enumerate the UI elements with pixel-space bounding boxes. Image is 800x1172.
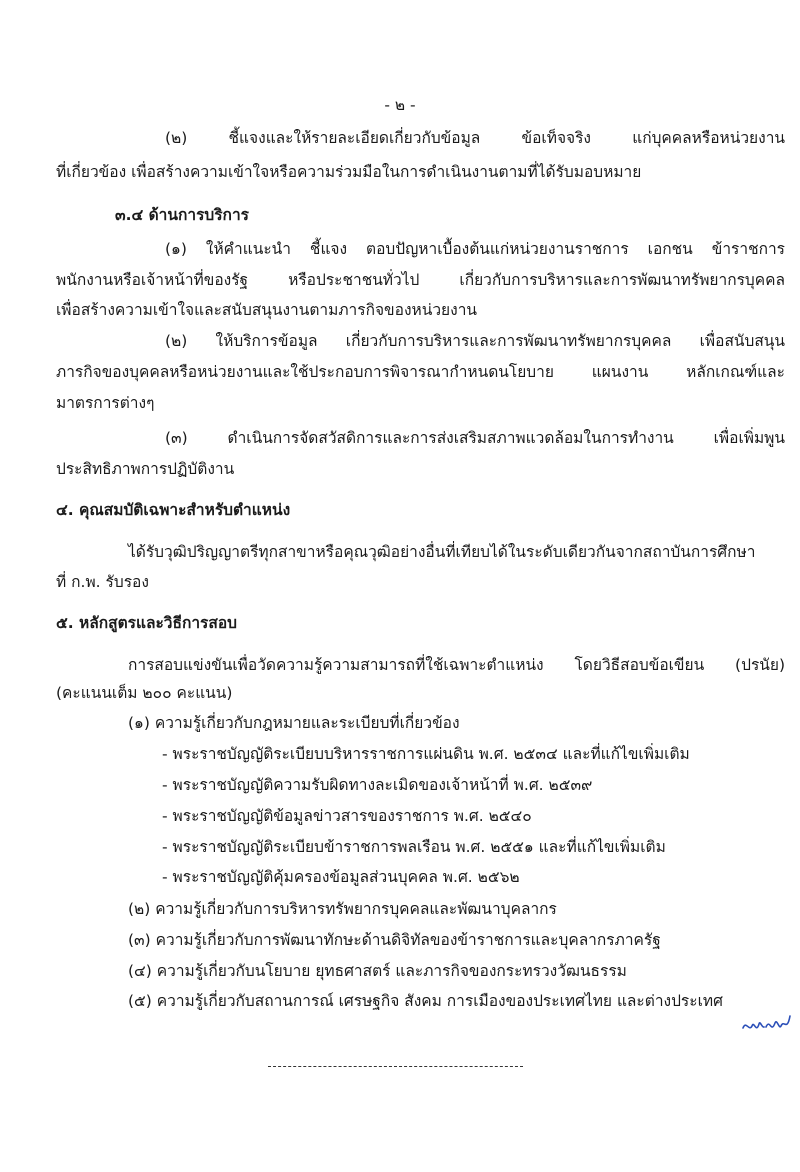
exam-topic-4: (๔) ความรู้เกี่ยวกับนโยบาย ยุทธศาสตร์ และภารกิจของกระทรวงวัฒนธรรม [128, 962, 627, 980]
exam-topic-2: (๒) ความรู้เกี่ยวกับการบริหารทรัพยากรบุคคลและพัฒนาบุคลากร [128, 900, 557, 918]
section-3-4-item-3-line-1: (๓) ดำเนินการจัดสวัสดิการและการส่งเสริมสภาพแวดล้อมในการทำงาน เพื่อเพิ่มพูน [165, 429, 785, 447]
law-item: - พระราชบัญญัติระเบียบข้าราชการพลเรือน พ.ศ. ๒๕๕๑ และที่แก้ไขเพิ่มเติม [162, 838, 666, 856]
section-4-line-1: ได้รับวุฒิปริญญาตรีทุกสาขาหรือคุณวุฒิอย่างอื่นที่เทียบได้ในระดับเดียวกันจากสถาบันการศึกษา [128, 543, 756, 561]
section-4-line-2: ที่ ก.พ. รับรอง [56, 573, 149, 591]
exam-topic-3: (๓) ความรู้เกี่ยวกับการพัฒนาทักษะด้านดิจิทัลของข้าราชการและบุคลากรภาครัฐ [128, 931, 661, 949]
dashed-separator [268, 1066, 523, 1067]
section-3-4-item-1-line-1: (๑) ให้คำแนะนำ ชี้แจง ตอบปัญหาเบื้องต้นแก่หน่วยงานราชการ เอกชน ข้าราชการ [165, 240, 785, 258]
section-3-4-item-3-line-2: ประสิทธิภาพการปฏิบัติงาน [56, 460, 235, 478]
section-5-heading: ๕. หลักสูตรและวิธีการสอบ [56, 614, 237, 632]
law-item: - พระราชบัญญัติความรับผิดทางละเมิดของเจ้าหน้าที่ พ.ศ. ๒๕๓๙ [162, 776, 593, 794]
exam-topic-1: (๑) ความรู้เกี่ยวกับกฎหมายและระเบียบที่เกี่ยวข้อง [128, 714, 460, 732]
law-item: - พระราชบัญญัติข้อมูลข่าวสารของราชการ พ.ศ. ๒๕๔๐ [162, 807, 532, 825]
law-item: - พระราชบัญญัติคุ้มครองข้อมูลส่วนบุคคล พ.ศ. ๒๕๖๒ [162, 868, 520, 886]
section-3-4-item-1-line-2: พนักงานหรือเจ้าหน้าที่ของรัฐ หรือประชาชนทั่วไป เกี่ยวกับการบริหารและการพัฒนาทรัพยากรบุคคล [56, 271, 785, 289]
exam-topic-5: (๕) ความรู้เกี่ยวกับสถานการณ์ เศรษฐกิจ สังคม การเมืองของประเทศไทย และต่างประเทศ [128, 992, 723, 1010]
section-3-3-item-2-line-1: (๒) ชี้แจงและให้รายละเอียดเกี่ยวกับข้อมูล ข้อเท็จจริง แก่บุคคลหรือหน่วยงาน [165, 129, 785, 147]
signature-initials-icon [740, 1010, 796, 1040]
section-3-4-heading: ๓.๔ ด้านการบริการ [115, 206, 249, 224]
law-item: - พระราชบัญญัติระเบียบบริหารราชการแผ่นดิน พ.ศ. ๒๕๓๔ และที่แก้ไขเพิ่มเติม [162, 745, 690, 763]
section-3-3-item-2-line-2: ที่เกี่ยวข้อง เพื่อสร้างความเข้าใจหรือความร่วมมือในการดำเนินงานตามที่ได้รับมอบหมาย [56, 163, 642, 181]
section-3-4-item-2-line-1: (๒) ให้บริการข้อมูล เกี่ยวกับการบริหารและการพัฒนาทรัพยากรบุคคล เพื่อสนับสนุน [165, 332, 785, 350]
section-4-heading: ๔. คุณสมบัติเฉพาะสำหรับตำแหน่ง [56, 501, 291, 519]
section-5-intro-line-1: การสอบแข่งขันเพื่อวัดความรู้ความสามารถที่ใช้เฉพาะตำแหน่ง โดยวิธีสอบข้อเขียน (ปรนัย) [128, 656, 785, 674]
section-3-4-item-1-line-3: เพื่อสร้างความเข้าใจและสนับสนุนงานตามภารกิจของหน่วยงาน [56, 301, 477, 319]
section-5-intro-line-2: (คะแนนเต็ม ๒๐๐ คะแนน) [56, 684, 233, 702]
section-3-4-item-2-line-3: มาตรการต่างๆ [56, 394, 155, 412]
section-3-4-item-2-line-2: ภารกิจของบุคคลหรือหน่วยงานและใช้ประกอบการพิจารณากำหนดนโยบาย แผนงาน หลักเกณฑ์และ [56, 363, 785, 381]
page-number: - ๒ - [384, 96, 416, 114]
